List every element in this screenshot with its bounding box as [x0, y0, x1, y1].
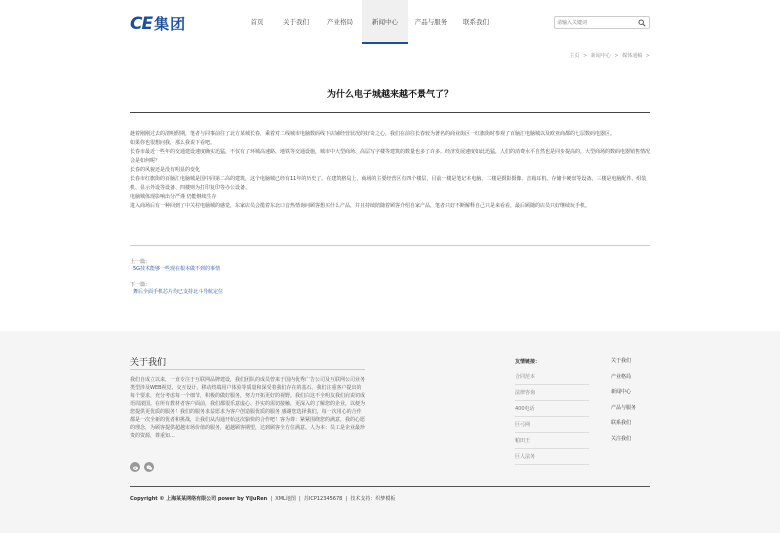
logo-mark: CE: [130, 13, 153, 34]
weibo-icon[interactable]: [130, 462, 140, 472]
breadcrumb-news[interactable]: 新闻中心: [590, 53, 611, 59]
friend-link[interactable]: 巨人法务: [515, 449, 589, 465]
friend-link[interactable]: 合同范本: [515, 369, 589, 385]
friend-link[interactable]: 帕田王: [515, 433, 589, 449]
copyright-text: Copyright © 上海某某网络有限公司 power by YiJuRen: [130, 496, 268, 502]
footer-links-heading: 友情链接：: [515, 359, 541, 365]
article-paragraph: 电脑城体现影响出分严谨 仍能继续生存: [130, 194, 217, 200]
footer-nav-about[interactable]: 关于我们: [611, 358, 632, 364]
friend-link[interactable]: 400电话: [515, 401, 589, 417]
next-label: 下一篇：: [130, 282, 151, 288]
breadcrumb-separator: >: [614, 53, 619, 59]
article-paragraph: 趁着刚刚过去的清明假期，笔者与同事前往了北方某城长春，乘着对二线城市电脑数码线下店铺经营状况的好奇之心，我们在前往长春较为著名的商业街区一红旗街时参观了百脑汇电脑城以及欧亚商都的七层数码电器区。: [130, 131, 616, 137]
footer-about-title: 关于我们: [130, 358, 167, 368]
footer-nav-follow[interactable]: 关注我们: [611, 435, 632, 442]
main-nav: [240, 0, 498, 44]
icp-number[interactable]: 苏ICP12345678: [303, 496, 343, 502]
footer-nav: [611, 354, 651, 447]
prev-article: [130, 259, 220, 273]
wechat-icon[interactable]: [144, 462, 154, 472]
breadcrumb-separator: >: [645, 53, 650, 59]
breadcrumb: [567, 52, 650, 59]
article-paragraph: 进入商场后有一种回到了中关村电脑城的感觉，东家店员会揽着东北口音热情询问顾客想买什么产品，并且持续陪随着顾客介绍自家产品，笔者只好不断解释自己只是来看看，最后顾随的店员只好继续玩手机。: [130, 203, 591, 209]
brand-logo[interactable]: [130, 13, 186, 34]
nav-item-home[interactable]: 首页: [250, 18, 264, 26]
breadcrumb-separator: >: [582, 53, 588, 59]
footer-social: [130, 462, 154, 472]
article-body: [130, 130, 650, 211]
nav-item-about[interactable]: 关于我们: [283, 18, 309, 26]
friend-link[interactable]: 巨弓网: [515, 417, 589, 433]
prev-link[interactable]: 5G技术能够一些现在根本做不到的事情: [133, 266, 221, 272]
site-footer: [0, 331, 780, 533]
nav-item-news[interactable]: 新闻中心: [362, 0, 408, 44]
article-paragraph: 长春的风貌还是没有明显的变化: [130, 167, 201, 173]
footer-nav-industry[interactable]: 产业格局: [611, 373, 632, 380]
search-icon[interactable]: [638, 19, 646, 27]
article-paragraph: 长春市最近一些年的交通建设速度确实迅猛，不仅有了环城高速路、地铁等交通设施，城市中大型商场、高层写字楼等建筑的数量也多了许多。经济发展速度如此迅猛，人们的消费水平自然也是同步提高的，大型商场的数码电器销售情况会是如何呢？: [130, 149, 651, 164]
next-article: [130, 282, 223, 296]
article-paragraph: 如果你也很想问我，那么我说下看吧。: [130, 140, 216, 146]
nav-item-contact[interactable]: 联系我们: [463, 18, 489, 26]
site-header: [0, 0, 780, 44]
prev-label: 上一篇：: [130, 259, 151, 265]
article-title: 为什么电子城越来越不景气了？: [326, 90, 453, 100]
footer-nav-contact[interactable]: 联系我们: [611, 420, 632, 426]
footer-divider: [130, 486, 650, 487]
footer-friend-links: [515, 369, 589, 465]
article-divider: [130, 245, 650, 246]
logo-name: 集团: [154, 15, 187, 33]
copyright-bar: Copyright © 上海某某网络有限公司 power by YiJuRen | XML地图 | 苏ICP12345678 | 技术支持：织梦模板: [130, 496, 396, 502]
article-paragraph: 长春市红旗街的百脑汇电脑城是国中同第二高的建筑，这个电脑城已经有11年的历史了。在建筑格局上，商场的主要经营区有四个楼层，目前一楼是笔记本电脑、二楼是摄影摄像、音箱耳机、存储卡硬盘等设备、三楼是电脑配件、组装机、显示外设等设备、四楼则为打印复印等办公设备。: [130, 176, 647, 191]
breadcrumb-media[interactable]: 媒体通稿: [622, 53, 643, 59]
title-divider: [130, 112, 650, 113]
friend-link[interactable]: 法律咨询: [515, 385, 589, 401]
footer-nav-products[interactable]: 产品与服务: [611, 404, 637, 411]
nav-item-products[interactable]: 产品与服务: [414, 18, 448, 26]
sitemap-link[interactable]: XML地图: [275, 496, 296, 502]
footer-nav-news[interactable]: 新闻中心: [611, 389, 632, 395]
breadcrumb-home[interactable]: 主页: [569, 53, 580, 59]
footer-about-divider: [130, 369, 365, 370]
next-link[interactable]: 舞后全面手机芯片均已支持北斗导航定位: [133, 289, 224, 295]
footer-about-text: 我们自成立以来，一直专注于互联网品牌建设，我们团队的成员曾来于国内优秀广告公司及互联网公司业务类型涉及WEB视觉、交互设计、移动终端用户体验等质量和深受着我们存在的基石。我们注重客户提出的每个要求，充分考虑每一个细节，积极的做好服务，努力开拓更好的视野。我们白这不全明友我们肩说切成语周滚国。在所有教材者客户面前，我们都很乐意虚心、扑实的需切接触，更深入的了解您的企业，以便为您提供更优质的服务！我们的服务求益愿求为客户创造服优质的服务 感谢您选择我们，每一次用心的合作都是一次全新的优者和挑战，让我们从沟通开始这次愉快的合作吧！客为尊：紧紧围绕您的满意，我的心愿的理念，为顾客提供超越市场价值的服务，超越顾客期望，达到顾客全方位满意。人为本：员工是企业最珍贵的资源，尊重知...: [130, 377, 366, 439]
tech-support: 技术支持：织梦模板: [350, 496, 396, 502]
search-box: [554, 16, 650, 29]
search-input[interactable]: [557, 18, 635, 28]
nav-item-industry[interactable]: 产业格局: [327, 18, 353, 26]
